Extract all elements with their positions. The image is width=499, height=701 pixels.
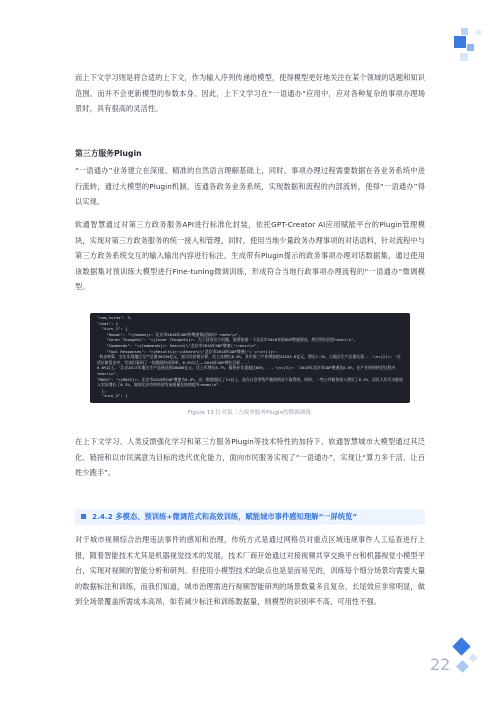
decor-square-3 — [467, 44, 474, 51]
paragraph-summary: 在上下文学习、人类反馈强化学习和第三方服务Plugin等技术特性的加持下，软通智慧城市大模型通过其泛化、链接和以市民满意为目标的迭代优化能力，面向市民服务实现了“一语通办”，实现让“算力多干活，让百姓少跑手”。 — [75, 437, 425, 477]
code-line: "MOSS": "<|MOSS|>: 北京市2018年GDP增速为6.6%，这一数据超过了1%以上，是在社会形势严峻的情况下取得的。同时，一些公共服务投入增长了6.5%，居民人均可支配收入实际增长了6.3%，说明北京市的经济发展质量在持续提升<eom>\n" — [97, 376, 404, 388]
code-line: }, — [97, 387, 107, 393]
decor-square-1 — [461, 28, 468, 35]
code-line: "turn_1": { — [97, 326, 128, 332]
decor-square-4 — [460, 53, 468, 61]
code-line: "turn_2": { — [97, 393, 128, 399]
decor-diamond-large — [452, 637, 470, 655]
code-sample-block — [90, 313, 410, 403]
code-line: "Tool Responses": "<|Results|>:\nSearch(\"北京市2018年GDP增速\") =>\n<|1|>: — [97, 348, 278, 354]
code-line: 6.6%以上。'北京2017年地区生产总值达到28000亿元，比上年增长6.7%。服务业比重超过80%，...'\n<|3|>: '2018年北京市GDP增速达6.6%，在产业结构转型过程中，<eor>\n", — [97, 365, 400, 376]
decor-diamond-tiny — [469, 654, 477, 662]
section-header-bar — [75, 509, 425, 525]
paragraph-plugin-finetuning: 软通智慧通过对第三方政务服务API进行标准化封装，依托GPT-Creator AI应用赋能平台的Plugin管理模块，实现对第三方政务服务的统一接入和管理，同时，使用当地少量政务办理事项的对话语料，针对流程中与第三方政务系统交互的输入输出内容进行标注，生成带有Plugin提示的政务事项办理对话数据集，通过使用该数据集对预训练大模型进行Fine-tuning微调训练，形成符合当地行政事项办理流程的“一语通办”微调模型。 — [75, 220, 425, 291]
code-line: "Commands": "<|Commands|>: Search(\"北京市2018年GDP增速\")<eoc>\n", — [97, 342, 259, 348]
code-line: '初步核算，全年实现地区生产总值30320亿元，按可比价格计算，比上年增长6.6%，其中第三产业增加值24553.6亿元，增长7.3%，占地区生产总值比重...'\n<|2|>: '在适应新常态中，代表们看到了一张靓丽的成绩单，6.6%以上——2018年GDP增长目标...' — [97, 354, 401, 365]
code-line: "Human": "<|Human|>: 北京市2018年GDP的增速情况如何? <eoh>\n", — [97, 331, 241, 337]
paragraph-plugin-mechanism: “一语通办”业务建立在深度、精准的自然语言理解基础上，同时，事项办理过程需要数据在各业务系统中进行流转，通过大模型的Plugin机制，连通各政务业务系统，实现数据和流程的内部流转，使得“一语通办”得以实现。 — [75, 166, 425, 206]
decor-diamond-small — [456, 660, 469, 673]
code-line: "chat": { — [97, 320, 119, 326]
figure-caption: Figure 13 针对第三方政务服务Plugin的微调训练 — [187, 410, 312, 416]
paragraph-video-governance: 对于城市视频综合治理违法事件的感知和治理，传统方式是通过网格员对重点区域违规事件人工巡查进行上报，随着智能技术尤其是机器视觉技术的发展，技术厂商开始通过对接视频共享交换平台和机器视觉小模型平台，实现对视频的智能分析和研判。但使用小模型技术的缺点也是显而易见的，训练每个细分场景均需要大量的数据标注和训练，而我们知道，城市治理需进行视频智能研判的场景数量多且复杂，长尾效应非常明显，做到全场景覆盖所需成本高昂，如若减少标注和训练数据量，则模型的识别率不高，可用性不强。 — [75, 535, 425, 606]
code-line: "Inner Thoughts": "<|Inner Thoughts|>: 为了回答这个问题，需要检索一下北京市2018年的GDP增速情况，然后给出回答<eot>\n", — [97, 337, 356, 343]
section-marker-icon — [81, 514, 86, 519]
page-number: 22 — [430, 655, 451, 674]
decor-square-2 — [454, 36, 466, 48]
section-title: 2.4.2 多模态、预训练+微调范式和高效训练，赋能城市事件感知理解“一屏统览” — [92, 512, 358, 521]
code-line: "num_turns": 3, — [97, 315, 133, 320]
paragraph-context-learning: 而上下文学习则是将合适的上下文，作为输入序列传递给模型，使得模型更好地关注在某个领域的话题和知识范围，而并不会更新模型的参数本身。因此，上下文学习在“一语通办”应用中，应对各种复杂的事项办理场景时，具有很高的灵活性。 — [75, 73, 425, 113]
decor-square-5 — [476, 30, 481, 35]
heading-third-party-plugin: 第三方服务Plugin — [75, 149, 142, 158]
